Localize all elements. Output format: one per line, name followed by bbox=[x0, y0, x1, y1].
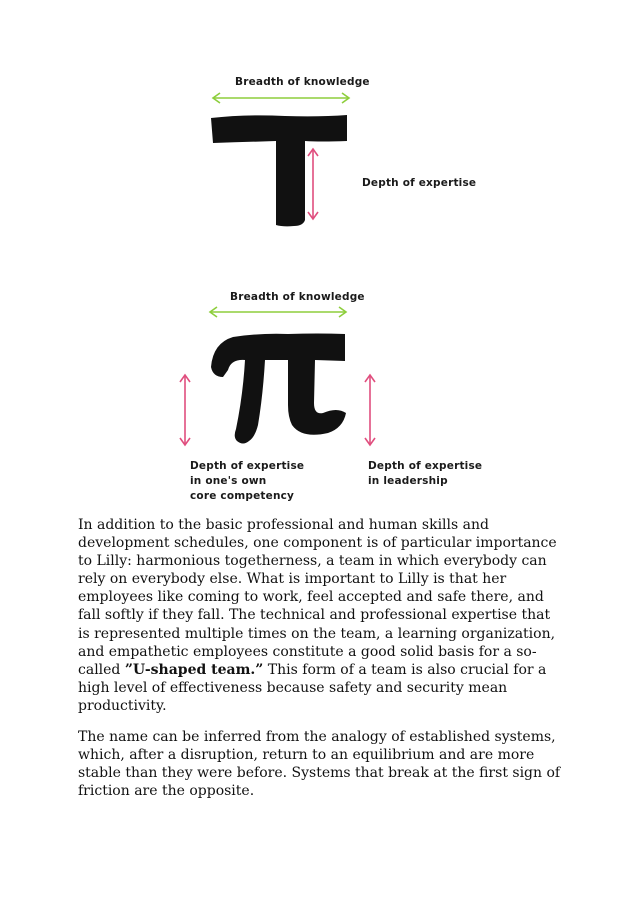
p1-text-end: This form of a team is also crucial for a high level of effectiveness because safety and security mean productivity. bbox=[78, 661, 547, 714]
t-breadth-label: Breadth of knowledge bbox=[235, 76, 370, 88]
pi-left-depth-label bbox=[190, 459, 304, 504]
t-depth-arrow bbox=[306, 146, 320, 222]
pi-left-label-line: core competency bbox=[190, 490, 295, 502]
body-paragraph-1 bbox=[78, 516, 564, 715]
pi-right-depth-arrow bbox=[363, 372, 377, 448]
t-letter-glyph bbox=[205, 108, 355, 230]
pi-right-depth-label bbox=[368, 459, 482, 489]
body-paragraph-2: The name can be inferred from the analogy of established systems, which, after a disruption, return to an equilibrium and are more stable than they were before. Systems that break at the first sign of friction are the opposite. bbox=[78, 729, 561, 800]
pi-left-label-line: Depth of expertise bbox=[190, 460, 305, 472]
t-breadth-arrow bbox=[210, 91, 352, 105]
pi-breadth-arrow bbox=[207, 305, 349, 319]
pi-left-label-line: in one's own bbox=[190, 475, 267, 487]
pi-letter-glyph bbox=[203, 325, 353, 447]
p1-text-start: In addition to the basic professional and human skills and development schedules, one component is of particular importance to Lilly: harmonious togetherness, a team in which everybody can rely on everybody else. What is important to Lilly is that her employees like coming to work, feel accepted and safe there, and fall softly if they fall. The technical and professional expertise that is represented multiple times on the team, a learning organization, and empathetic employees constitute a good solid basis for a so-called bbox=[78, 517, 557, 678]
pi-left-depth-arrow bbox=[178, 372, 192, 448]
pi-breadth-label: Breadth of knowledge bbox=[230, 291, 365, 303]
pi-right-label-line: Depth of expertise bbox=[368, 460, 483, 472]
pi-right-label-line: in leadership bbox=[368, 475, 448, 487]
t-depth-label: Depth of expertise bbox=[362, 177, 477, 189]
u-shaped-team-term: ”U-shaped team.” bbox=[124, 661, 264, 678]
